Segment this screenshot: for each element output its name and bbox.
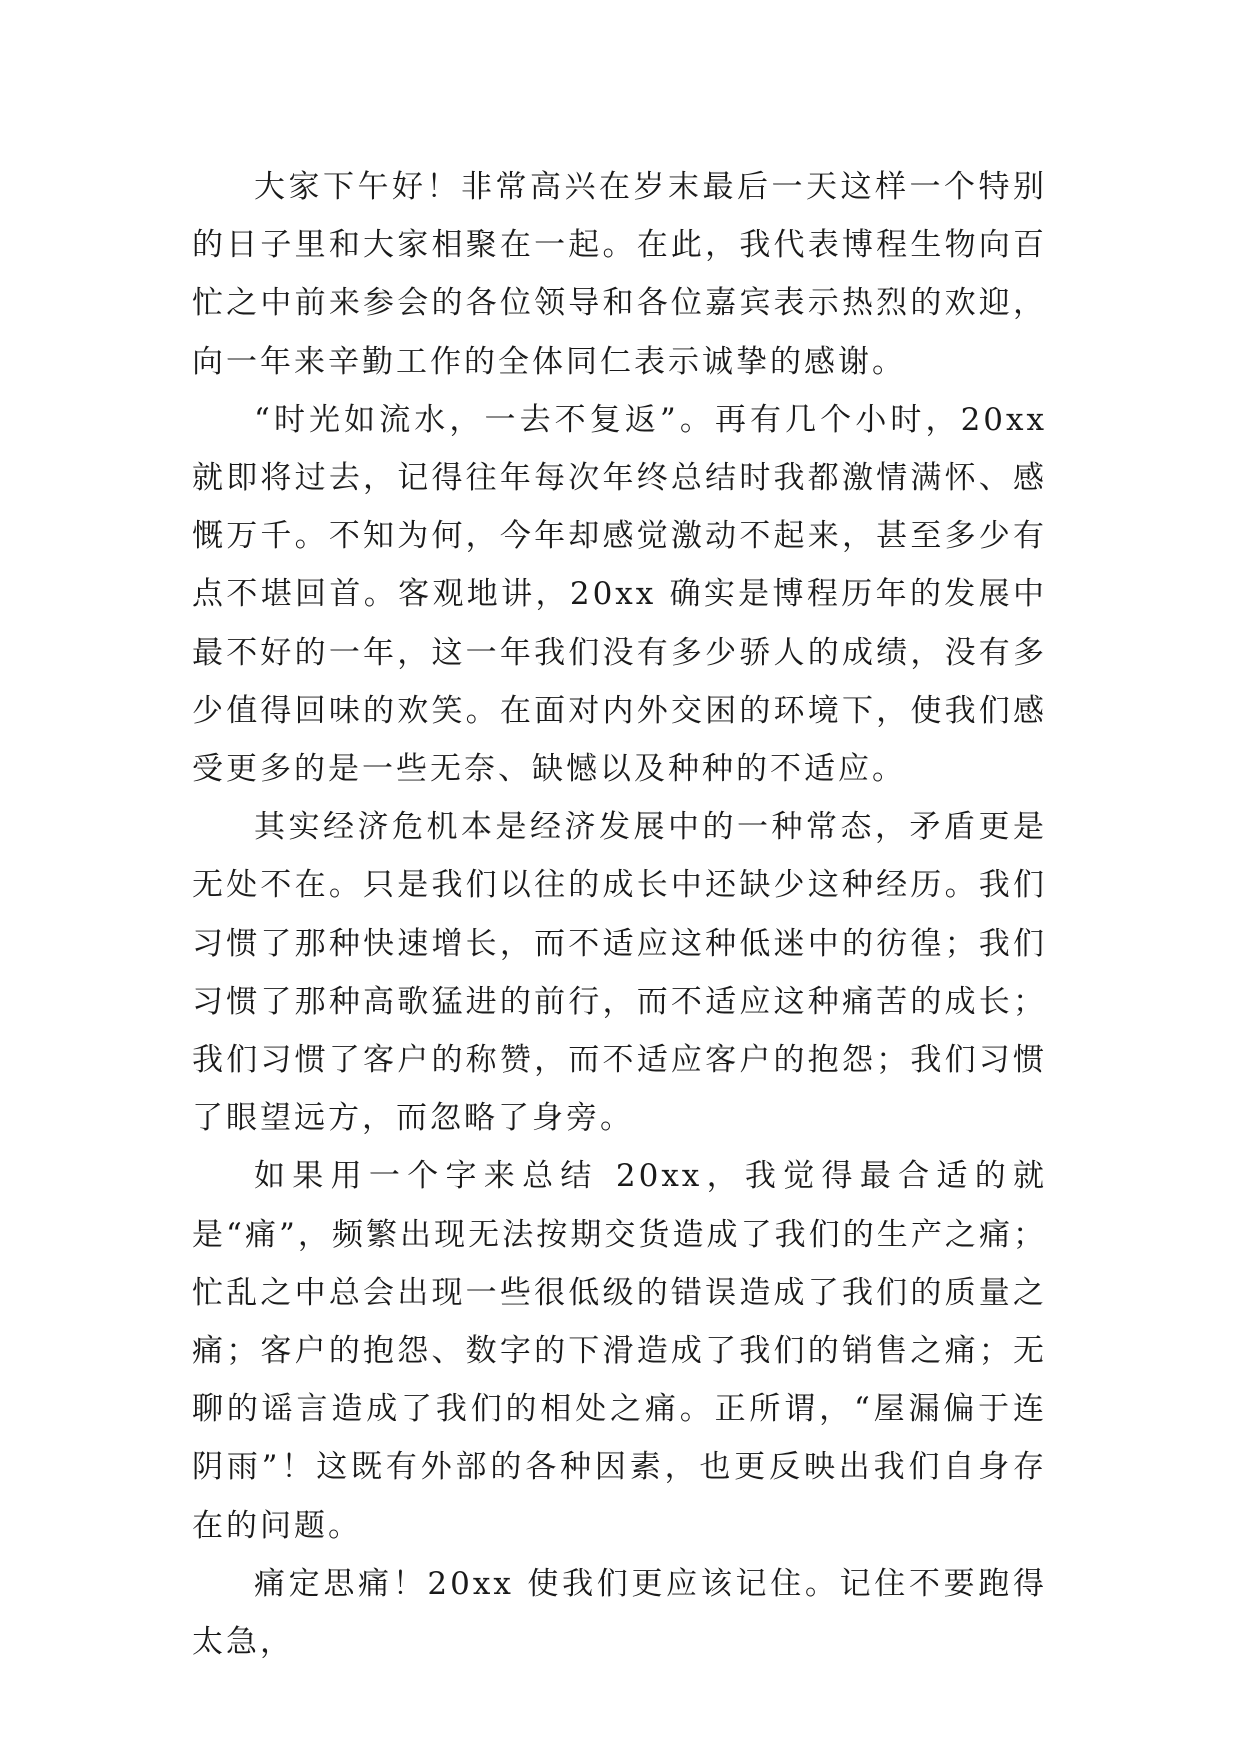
paragraph-reflection: “时光如流水，一去不复返”。再有几个小时，20xx 就即将过去，记得往年每次年终总结时我都激情满怀、感慨万千。不知为何，今年却感觉激动不起来，甚至多少有点不堪回首。客观地讲，20xx 确实是博程历年的发展中最不好的一年，这一年我们没有多少骄人的成绩，没有多少值得回味的欢笑。在面对内外交困的环境下，使我们感受更多的是一些无奈、缺憾以及种种的不适应。 [192,401,1047,788]
paragraph-greeting: 大家下午好！非常高兴在岁末最后一天这样一个特别的日子里和大家相聚在一起。在此，我代表博程生物向百忙之中前来参会的各位领导和各位嘉宾表示热烈的欢迎，向一年来辛勤工作的全体同仁表示诚挚的感谢。 [192,169,1047,380]
paragraph-lessons: 痛定思痛！20xx 使我们更应该记住。记住不要跑得太急， [192,1565,1047,1661]
paragraph-pain-summary: 如果用一个字来总结 20xx，我觉得最合适的就是“痛”，频繁出现无法按期交货造成了我们的生产之痛；忙乱之中总会出现一些很低级的错误造成了我们的质量之痛；客户的抱怨、数字的下滑造成了我们的销售之痛；无聊的谣言造成了我们的相处之痛。正所谓，“屋漏偏于连阴雨”！这既有外部的各种因素，也更反映出我们自身存在的问题。 [192,1158,1047,1544]
speech-body [192,158,1047,1671]
paragraph-economic-crisis: 其实经济危机本是经济发展中的一种常态，矛盾更是无处不在。只是我们以往的成长中还缺少这种经历。我们习惯了那种快速增长，而不适应这种低迷中的彷徨；我们习惯了那种高歌猛进的前行，而不适应这种痛苦的成长；我们习惯了客户的称赞，而不适应客户的抱怨；我们习惯了眼望远方，而忽略了身旁。 [192,809,1047,1137]
